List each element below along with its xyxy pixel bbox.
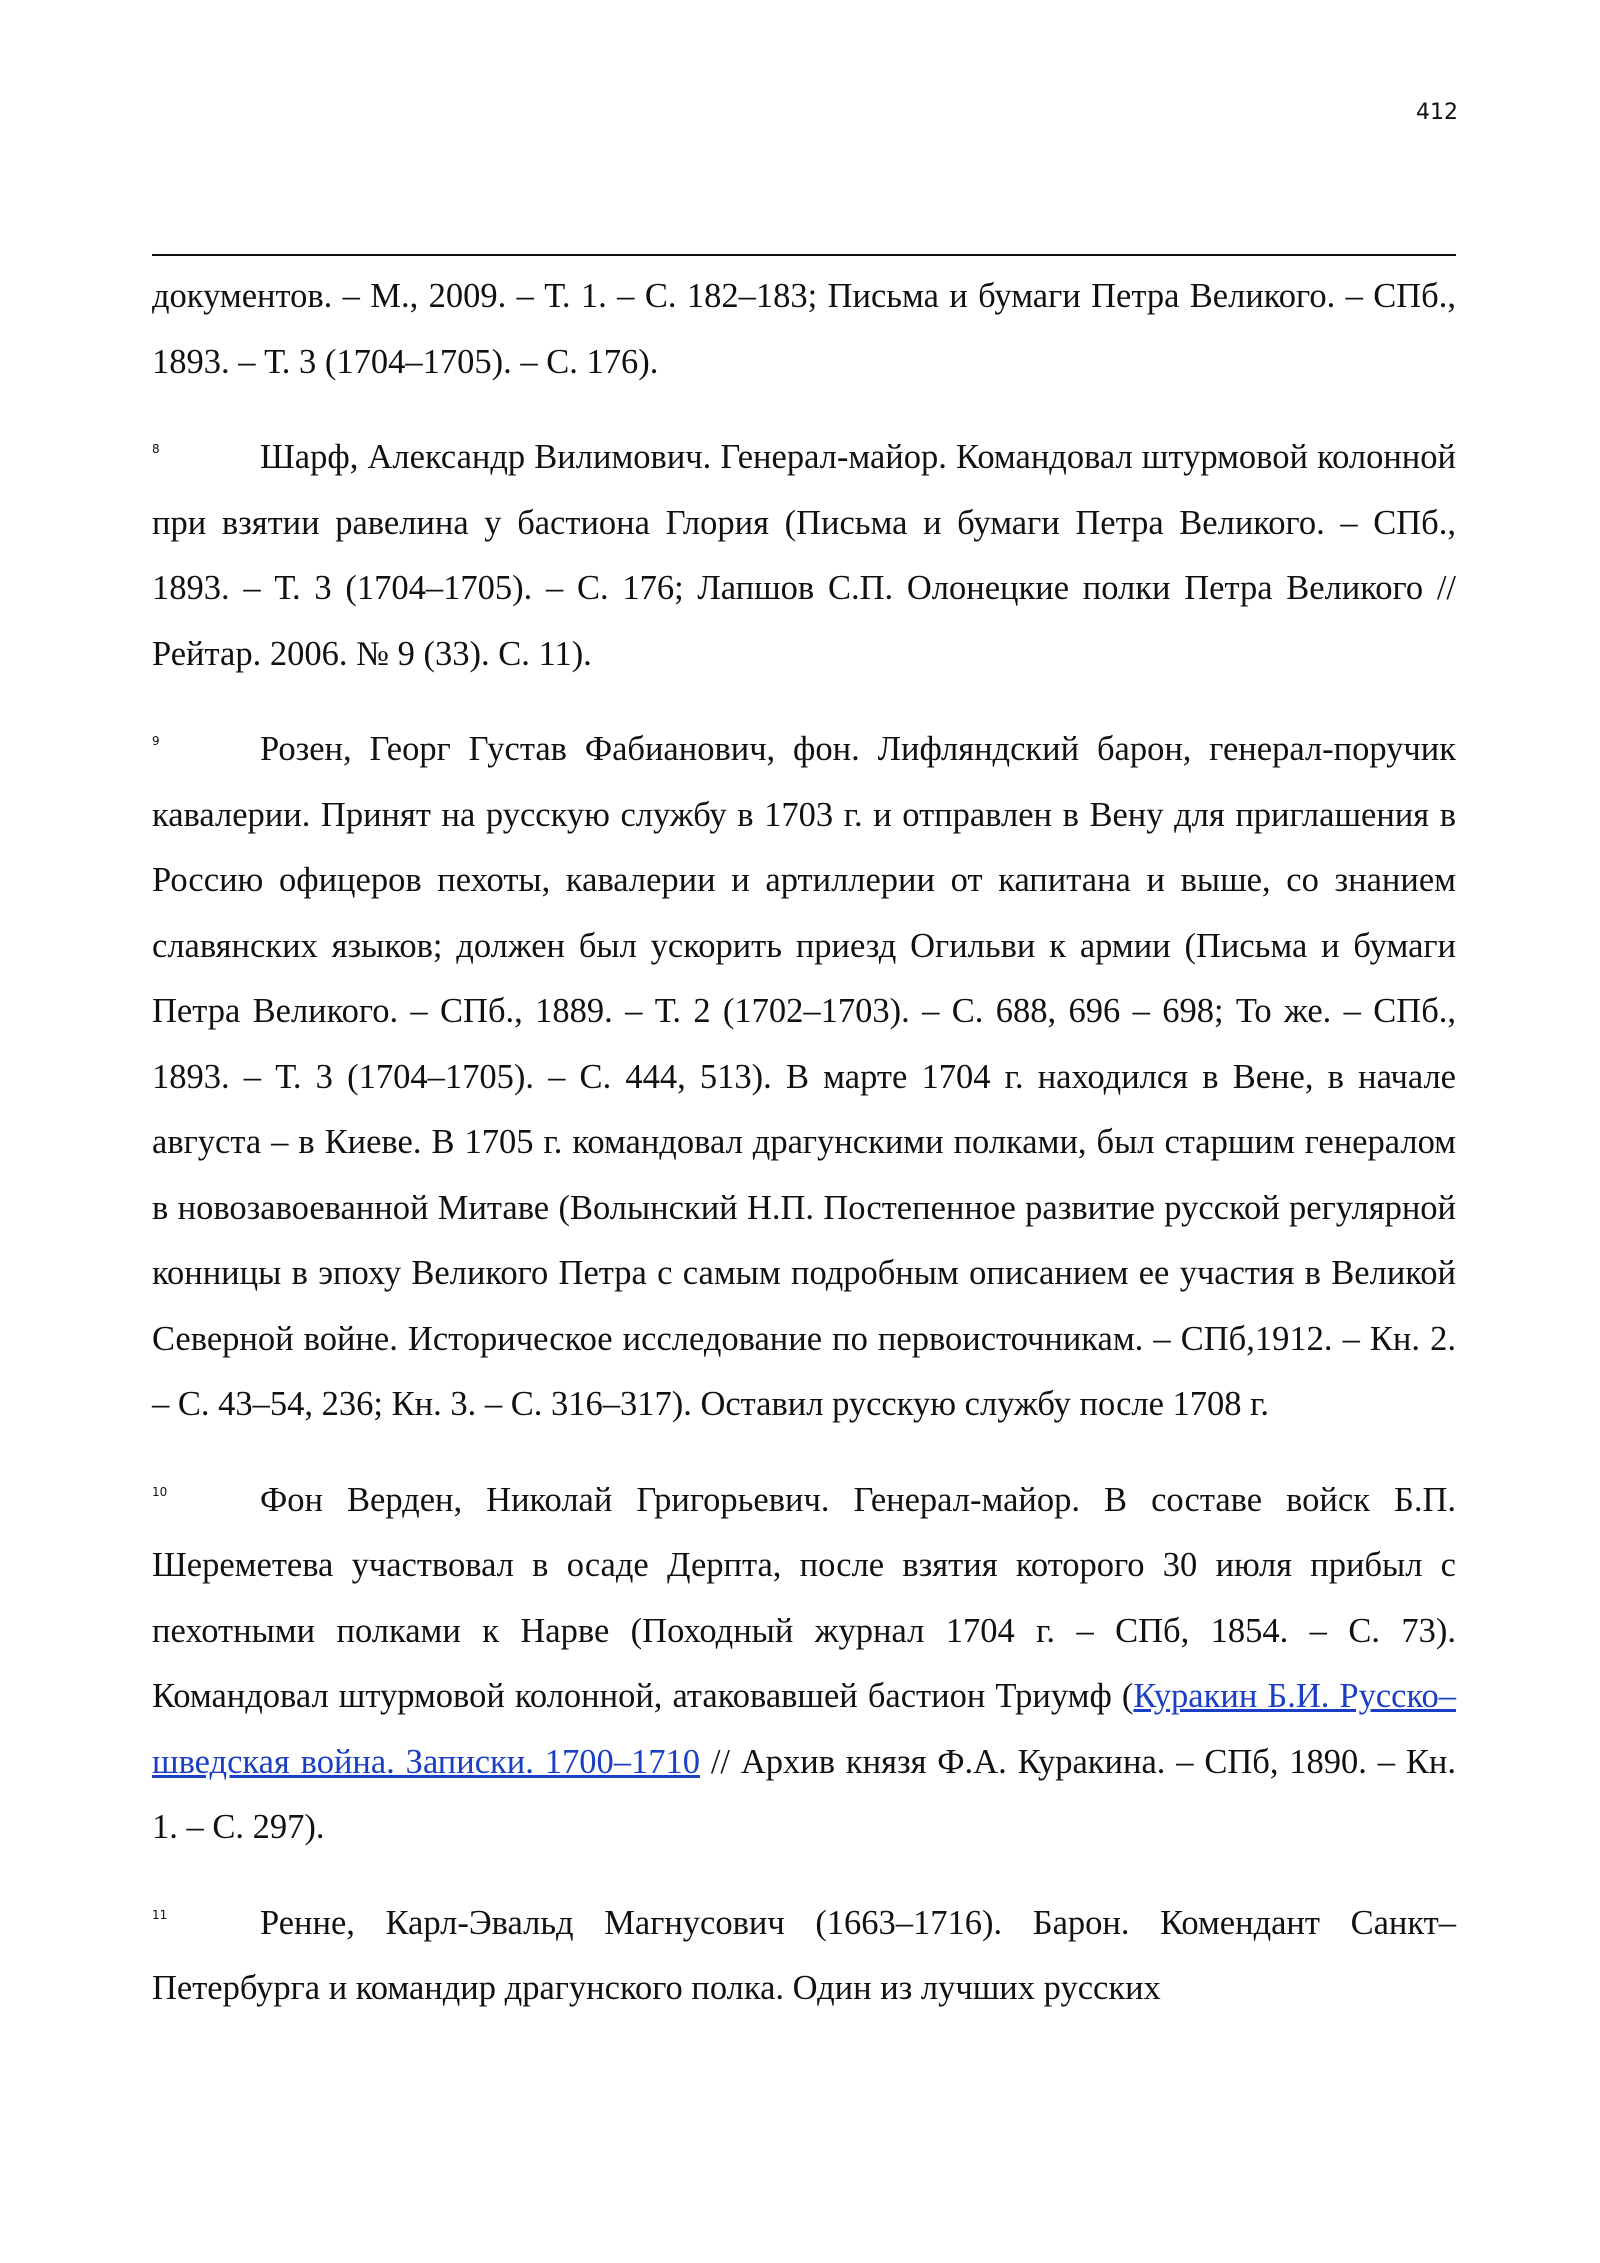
footnote-8 — [152, 417, 1456, 687]
source-link[interactable]: Куракин Б.И. Русско–шведская война. Записки. 1700–1710 — [152, 1677, 1457, 1781]
footnote-11 — [152, 1883, 1456, 2022]
page-number: 412 — [1416, 100, 1458, 125]
footnote-separator — [152, 254, 1456, 256]
footnote-text: // Архив князя Ф.А. Куракина. – СПб, 1890. – Кн. 1. – С. 297). — [152, 1742, 1456, 1846]
footnote-9 — [152, 709, 1456, 1438]
footnote-continuation — [152, 264, 1456, 395]
footnote-marker: 10 — [152, 1484, 168, 1499]
footnote-text: документов. – М., 2009. – Т. 1. – С. 182–183; Письма и бумаги Петра Великого. – СПб., 1893. – Т. 3 (1704–1705). – С. 176). — [152, 277, 1456, 381]
footnote-10 — [152, 1460, 1456, 1861]
footnote-marker: 9 — [152, 734, 160, 748]
footnote-text: Фон Верден, Николай Григорьевич. Генерал-майор. В составе войск Б.П. Шереметева участвовал в осаде Дерпта, после взятия которого 30 июля прибыл с пехотными полками к Нарве (Походный журнал 1704 г. – СПб, 1854. – С. 73). Командовал штурмовой колонной, атаковавшей бастион Триумф ( — [152, 1480, 1456, 1715]
footnote-marker: 11 — [152, 1907, 168, 1922]
footnotes — [152, 264, 1456, 2044]
footnote-text: Розен, Георг Густав Фабианович, фон. Лифляндский барон, генерал-поручик кавалерии. Принят на русскую службу в 1703 г. и отправлен в Вену для приглашения в Россию офицеров пехоты, кавалерии и артиллерии от капитана и выше, со знанием славянских языков; должен был ускорить приезд Огильви к армии (Письма и бумаги Петра Великого. – СПб., 1889. – Т. 2 (1702–1703). – С. 688, 696 – 698; То же. – СПб., 1893. – Т. 3 (1704–1705). – С. 444, 513). В марте 1704 г. находился в Вене, в начале августа – в Киеве. В 1705 г. командовал драгунскими полками, был старшим генералом в новозавоеванной Митаве (Волынский Н.П. Постепенное развитие русской регулярной конницы в эпоху Великого Петра с самым подробным описанием ее участия в Великой Северной войне. Историческое исследование по первоисточникам. – СПб,1912. – Кн. 2. – С. 43–54, 236; Кн. 3. – С. 316–317). Оставил русскую службу после 1708 г. — [152, 730, 1456, 1423]
footnote-marker: 8 — [152, 442, 160, 456]
footnote-text: Ренне, Карл-Эвальд Магнусович (1663–1716). Барон. Комендант Санкт–Петербурга и командир драгунского полка. Один из лучших русских — [152, 1903, 1456, 2007]
footnote-text: Шарф, Александр Вилимович. Генерал-майор. Командовал штурмовой колонной при взятии равелина у бастиона Глория (Письма и бумаги Петра Великого. – СПб., 1893. – Т. 3 (1704–1705). – С. 176; Лапшов С.П. Олонецкие полки Петра Великого // Рейтар. 2006. № 9 (33). С. 11). — [152, 438, 1456, 673]
